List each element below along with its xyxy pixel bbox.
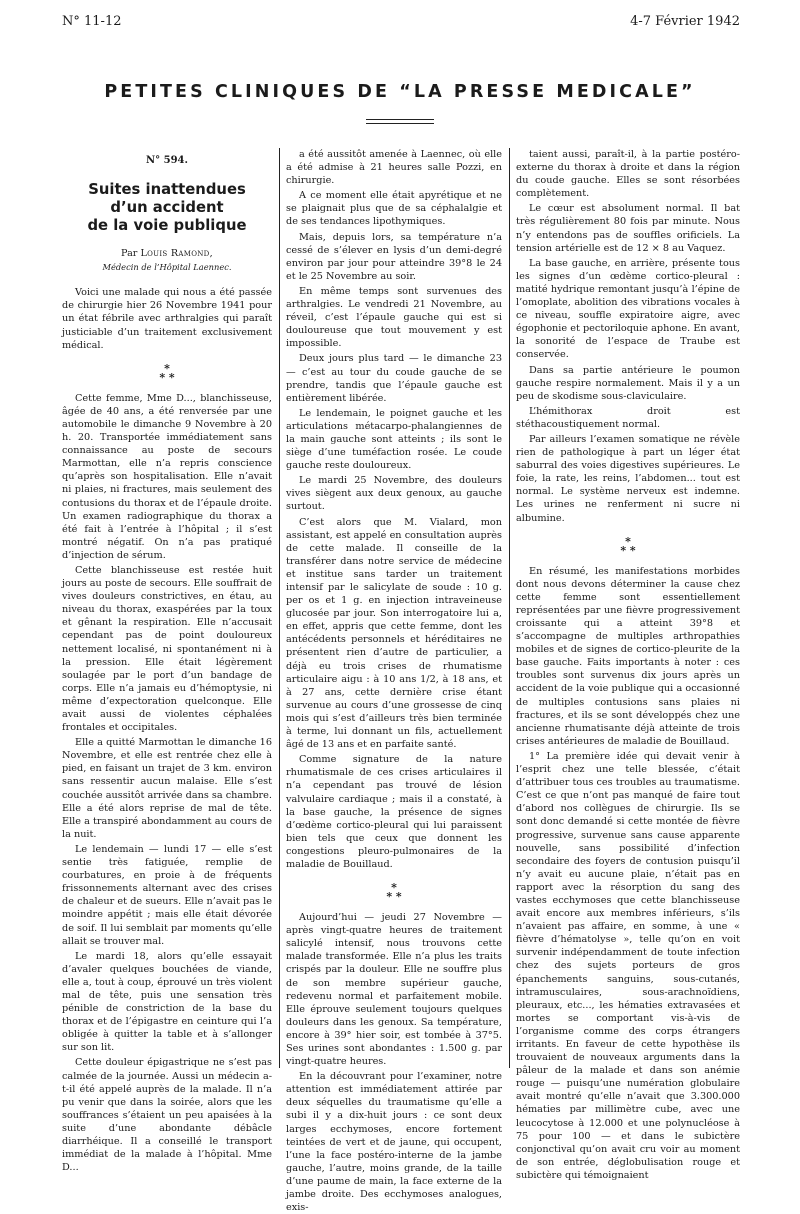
column-divider-2	[509, 148, 510, 1068]
byline	[62, 247, 272, 260]
section-separator: * * *	[620, 534, 636, 557]
body-paragraph: Elle a quitté Marmottan le dimanche 16 Novembre, et elle est rentrée chez elle à pied, en faisant un trajet de 3 km. environ sans ressentir aucun malaise. Elle s’est couchée aussitôt arrivée dans sa chambre. Elle a été alors reprise de mal de tête. Elle a transpiré abondamment au cours de la nuit.	[62, 737, 272, 840]
column-2	[286, 148, 502, 1214]
article-title	[62, 181, 272, 235]
author-name: Louis Ramond,	[140, 248, 213, 260]
article-number: N° 594.	[146, 155, 188, 166]
body-paragraph: En la découvrant pour l’examiner, notre attention est immédiatement attirée par deux séquelles du traumatisme qu’elle a subi il y a dix-huit jours : ce sont deux larges ecchymoses, encore fortement teintées de vert et de jaune, qui occupent, l’une la face postéro-interne de la jambe gauche, l’autre, moins grande, de la taille d’une paume de main, la face externe de la jambe droite. Des ecchymoses analogues, exis-	[286, 1071, 502, 1214]
column-1	[62, 148, 272, 1174]
column-divider-1	[279, 148, 280, 1068]
byline-prefix: Par	[121, 248, 138, 260]
body-paragraph: Le mardi 18, alors qu’elle essayait d’avaler quelques bouchées de viande, elle a, tout à coup, éprouvé un très violent mal de tête, puis une sensation très pénible de constriction de la base du thorax et de l’épigastre en ceinture qui l’a obligée à quitter la table et à s’allonger sur son lit.	[62, 950, 272, 1054]
journal-masthead: PETITES CLINIQUES DE “LA PRESSE MEDICALE”	[104, 82, 696, 102]
column-3	[516, 148, 740, 1181]
section-separator: * * *	[159, 361, 175, 384]
body-paragraph: Le lendemain, le poignet gauche et les articulations métacarpo-phalangiennes de la main gauche sont atteints ; ils sont le siège d’une tuméfaction rosée. Le coude gauche reste douloureux.	[286, 407, 502, 472]
column-1-body	[62, 286, 272, 1174]
column-2-body	[286, 148, 502, 1214]
body-paragraph: En résumé, les manifestations morbides dont nous devons déterminer la cause chez cette femme sont essentiellement représentées par une fièvre progressivement croissante qui a atteint 39°8 et s’accompagne de multiples arthropathies mobiles et de signes de cortico-pleurite de la base gauche. Faits importants à noter : ces troubles sont survenus dix jours après un accident de la voie publique qui a occasionné de multiples contusions sans plaies ni fractures, et ils se sont développés chez une ancienne rhumatisante déjà atteinte de trois crises antérieures de maladie de Bouillaud.	[516, 565, 740, 747]
issue-number: N° 11-12	[62, 14, 122, 29]
title-line-1: Suites inattendues	[88, 181, 246, 199]
body-paragraph: Cette douleur épigastrique ne s’est pas calmée de la journée. Aussi un médecin a-t-il été appelé auprès de la malade. Il n’a pu venir que dans la soirée, alors que les souffrances s’étaient un peu apaisées à la suite d’une abondante débâcle diarrhéique. Il a conseillé le transport immédiat de la malade à l’hôpital. Mme D...	[62, 1057, 272, 1174]
body-paragraph: Comme signature de la nature rhumatismale de ces crises articulaires il n’a cependant pas trouvé de lésion valvulaire cardiaque ; mais il a constaté, à la base gauche, la présence de signes d’œdème cortico-pleural qui lui paraissent bien tels que ceux que donnent les congestions pleuro-pulmonaires de la maladie de Bouillaud.	[286, 754, 502, 870]
body-paragraph: Deux jours plus tard — le dimanche 23 — c’est au tour du coude gauche de se prendre, tandis que l’épaule gauche est entièrement libérée.	[286, 353, 502, 404]
body-paragraph: Dans sa partie antérieure le poumon gauche respire normalement. Mais il y a un peu de skodisme sous-claviculaire.	[516, 364, 740, 402]
issue-date: 4-7 Février 1942	[630, 14, 740, 29]
body-paragraph: Par ailleurs l’examen somatique ne révèle rien de pathologique à part un léger état saburral des voies digestives supérieures. Le foie, la rate, les reins, l’abdomen... tout est normal. Le système nerveux est indemne. Les urines ne renferment ni sucre ni albumine.	[516, 433, 740, 524]
body-paragraph: Le lendemain — lundi 17 — elle s’est sentie très fatiguée, remplie de courbatures, en proie à de fréquents frissonnements alternant avec des crises de chaleur et de sueurs. Elle n’avait pas le moindre appétit ; mais elle était dévorée de soif. Il lui semblait par moments qu’elle allait se trouver mal.	[62, 843, 272, 947]
title-line-2: d’un accident	[110, 199, 224, 217]
author-affiliation: Médecin de l’Hôpital Laennec.	[102, 262, 232, 273]
body-paragraph: Voici une malade qui nous a été passée de chirurgie hier 26 Novembre 1941 pour un état fébrile avec arthralgies qui paraît justiciable d’un traitement exclusivement médical.	[62, 287, 272, 351]
body-paragraph: 1° La première idée qui devait venir à l’esprit chez une telle blessée, c’était d’attribuer tous ces troubles au traumatisme. C’est ce que n’ont pas manqué de faire tout d’abord nos collègues de chirurgie. Ils se sont donc demandé si cette montée de fièvre progressive, survenue sans cause apparente nouvelle, sans possibilité d’infection secondaire des foyers de contusion puisqu’il n’y avait eu aucune plaie, n’était pas en rapport avec la résorption du sang des vastes ecchymoses que cette blanchisseuse avait encore aux membres inférieurs, s’ils n’avaient pas affaire, en somme, à une « fièvre d’hématolyse », telle qu’on en voit survenir indépendamment de toute infection chez des sujets porteurs de gros épanchements sanguins, sous-cutanés, intramusculaires, sous-arachnoïdiens, pleuraux, etc..., les hématies extravasées et mortes se comportant vis-à-vis de l’organisme comme des corps étrangers irritants. En faveur de cette hypothèse ils trouvaient de nouveaux arguments dans la pâleur de la malade et dans son anémie rouge — puisqu’une numération globulaire avait montré qu’elle n’avait que 3.300.000 hématies par millimètre cube, avec une leucocytose à 12.000 et une polynucléose à 75 pour 100 — et dans le subictère conjonctival qu’on avait cru voir au moment de son entrée, déglobulisation rouge et subictère qui témoignaient	[516, 750, 740, 1181]
body-paragraph: Le cœur est absolument normal. Il bat très régulièrement 80 fois par minute. Nous n’y entendons pas de souffles orificiels. La tension artérielle est de 12 × 8 au Vaquez.	[516, 203, 740, 254]
body-paragraph: C’est alors que M. Vialard, mon assistant, est appelé en consultation auprès de cette malade. Il conseille de la transférer dans notre service de médecine et institue sans tarder un traitement intensif par le salicylate de soude : 10 g. per os et 1 g. en injection intraveineuse glucosée par jour. Son interrogatoire lui a, en effet, appris que cette femme, dont les antécédents personnels et héréditaires ne présentent rien d’autre de particulier, a déjà eu trois crises de rhumatisme articulaire aigu : à 10 ans 1/2, à 18 ans, et à 27 ans, cette dernière crise étant survenue au cours d’une grossesse de cinq mois qui s’est d’ailleurs très bien terminée à terme, lui donnant un fils, actuellement âgé de 13 ans et en parfaite santé.	[286, 516, 502, 751]
body-paragraph: L’hémithorax droit est stéthacoustiquement normal.	[516, 405, 740, 430]
body-paragraph: Le mardi 25 Novembre, des douleurs vives siègent aux deux genoux, au gauche surtout.	[286, 475, 502, 513]
body-paragraph: a été aussitôt amenée à Laennec, où elle a été admise à 21 heures salle Pozzi, en chirurgie.	[286, 149, 502, 187]
body-paragraph: La base gauche, en arrière, présente tous les signes d’un œdème cortico-pleural : matité hydrique remontant jusqu’à l’épine de l’omoplate, abolition des vibrations vocales à ce niveau, souffle expiratoire aigre, avec égophonie et pectoriloquie aphone. En avant, la sonorité de l’espace de Traube est conservée.	[516, 257, 740, 361]
body-paragraph: Cette blanchisseuse est restée huit jours au poste de secours. Elle souffrait de vives douleurs constrictives, en étau, au niveau du thorax, exaspérées par la toux et gênant la respiration. Elle n’accusait cependant pas de point douloureux nettement localisé, ni spontanément ni à la pression. Elle était légèrement soulagée par le port d’un bandage de corps. Elle n’a jamais eu d’hémoptysie, ni même d’expectoration quelconque. Elle avait aussi de violentes céphalées frontales et occipitales.	[62, 564, 272, 734]
masthead-rule-top	[366, 119, 434, 120]
body-paragraph: Cette femme, Mme D..., blanchisseuse, âgée de 40 ans, a été renversée par une automobile le dimanche 9 Novembre à 20 h. 20. Transportée immédiatement sans connaissance au poste de secours Marmottan, elle n’a repris conscience qu’après son hospitalisation. Elle n’avait ni plaies, ni fractures, mais seulement des contusions du thorax et de l’épaule droite. Un examen radiographique du thorax a été fait à l’entrée à l’hôpital ; il s’est montré négatif. On n’a pas pratiqué d’injection de sérum.	[62, 392, 272, 561]
body-paragraph: Aujourd’hui — jeudi 27 Novembre — après vingt-quatre heures de traitement salicylé intensif, nous trouvons cette malade transformée. Elle n’a plus les traits crispés par la douleur. Elle ne souffre plus de son membre supérieur gauche, redevenu normal et parfaitement mobile. Elle éprouve seulement toujours quelques douleurs dans les genoux. Sa température, encore à 39° hier soir, est tombée à 37°5. Ses urines sont abondantes : 1.500 g. par vingt-quatre heures.	[286, 912, 502, 1068]
title-line-3: de la voie publique	[87, 217, 247, 235]
section-separator: * * *	[386, 881, 402, 904]
body-paragraph: Mais, depuis lors, sa température n’a cessé de s’élever en lysis d’un demi-degré environ par jour pour atteindre 39°8 le 24 et le 25 Novembre au soir.	[286, 231, 502, 282]
body-paragraph: A ce moment elle était apyrétique et ne se plaignait plus que de sa céphalalgie et de ses tendances lipothymiques.	[286, 190, 502, 228]
column-3-body	[516, 148, 740, 1182]
masthead-rule-bottom	[366, 123, 434, 124]
body-paragraph: En même temps sont survenues des arthralgies. Le vendredi 21 Novembre, au réveil, c’est l’épaule gauche qui est si douloureuse que tout mouvement y est impossible.	[286, 285, 502, 350]
body-paragraph: taient aussi, paraît-il, à la partie postéro-externe du thorax à droite et dans la région du coude gauche. Elles se sont résorbées complètement.	[516, 149, 740, 200]
